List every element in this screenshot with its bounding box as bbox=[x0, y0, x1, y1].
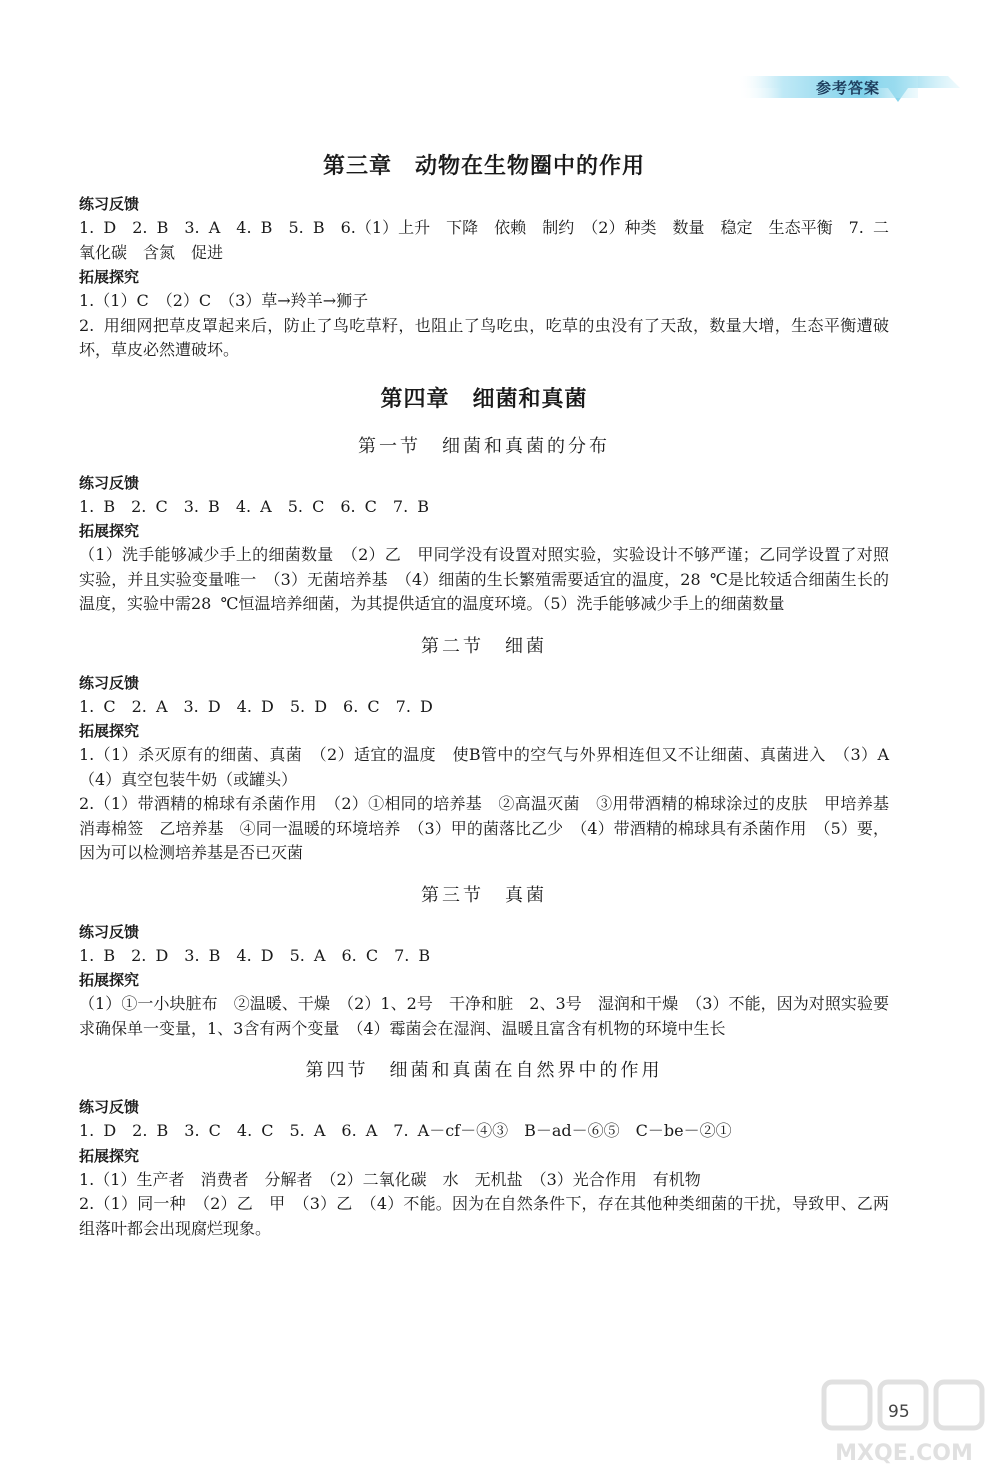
header-tag bbox=[738, 72, 960, 104]
chapter-3-title: 第三章 动物在生物圈中的作用 bbox=[322, 153, 645, 179]
chapter-3-practice-label: 练习反馈 bbox=[79, 195, 140, 213]
page-number: 95 bbox=[888, 1402, 910, 1422]
section-2-explore-answer-1: 1.（1）杀灭原有的细菌、真菌 （2）适宜的温度 使B管中的空气与外界相连但又不让细菌、真菌进入 （3）A （4）真空包装牛奶（或罐头） bbox=[79, 745, 906, 789]
watermark-text: MXQE.COM bbox=[835, 1441, 973, 1466]
section-1-title: 第一节 细菌和真菌的分布 bbox=[358, 435, 610, 457]
header-tag-label: 参考答案 bbox=[816, 79, 881, 97]
section-1-practice-answers: 1. B 2. C 3. B 4. A 5. C 6. C 7. B bbox=[79, 496, 430, 516]
section-2-explore-label: 拓展探究 bbox=[79, 722, 140, 740]
chapter-3-explore-label: 拓展探究 bbox=[79, 268, 140, 286]
section-2-practice-answers: 1. C 2. A 3. D 4. D 5. D 6. C 7. D bbox=[79, 696, 433, 716]
section-1-practice-label: 练习反馈 bbox=[79, 473, 140, 492]
chapter-3-explore-answer-2: 2. 用细网把草皮罩起来后，防止了鸟吃草籽，也阻止了鸟吃虫，吃草的虫没有了天敌，数量大增，生态平衡遭破坏，草皮必然遭破坏。 bbox=[79, 315, 889, 359]
section-4-practice-answers: 1. D 2. B 3. C 4. C 5. A 6. A 7. A－cf－④③ B－ad－⑥⑤ C－be－②① bbox=[79, 1121, 732, 1140]
section-2-explore-answer-2: 2.（1）带酒精的棉球有杀菌作用 （2）①相同的培养基 ②高温灭菌 ③用带酒精的棉球涂过的皮肤 甲培养基 消毒棉签 乙培养基 ④同一温暖的环境培养 （3）甲的菌落比乙少 （4）带酒精的棉球具有杀菌作用 （5）要，因为可以检测培养基是否已灭菌 bbox=[79, 794, 906, 862]
section-3-explore-answer-1: （1）①一小块脏布 ②温暖、干燥 （2）1、2号 干净和脏 2、3号 湿润和干燥 （3）不能，因为对照实验要求确保单一变量，1、3含有两个变量 （4）霉菌会在湿润、温暖且富含有机物的环境中生长 bbox=[79, 994, 889, 1038]
chapter-3-explore-answer-1: 1.（1）C （2）C （3）草→羚羊→狮子 bbox=[79, 291, 369, 310]
section-1-explore-label: 拓展探究 bbox=[79, 522, 140, 540]
section-1-explore-answer-1: （1）洗手能够减少手上的细菌数量 （2）乙 甲同学没有设置对照实验，实验设计不够严谨；乙同学设置了对照实验，并且实验变量唯一 （3）无菌培养基 （4）细菌的生长繁殖需要适宜的温度，28 ℃是比较适合细菌生长的温度，实验中需28 ℃恒温培养细菌，为其提供适宜的温度环境。（5）洗手能够减少手上的细菌数量 bbox=[79, 545, 889, 613]
section-2-practice-label: 练习反馈 bbox=[79, 673, 140, 692]
section-4-explore-answer-1: 1.（1）生产者 消费者 分解者 （2）二氧化碳 水 无机盐 （3）光合作用 有机物 bbox=[79, 1169, 701, 1189]
section-4-practice-label: 练习反馈 bbox=[79, 1098, 140, 1116]
section-3-title: 第三节 真菌 bbox=[421, 884, 547, 906]
watermark-logo-icon bbox=[818, 1378, 990, 1468]
section-4-explore-answer-2: 2.（1）同一种 （2）乙 甲 （3）乙 （4）不能。因为在自然条件下，存在其他种类细菌的干扰，导致甲、乙两组落叶都会出现腐烂现象。 bbox=[79, 1194, 889, 1238]
section-2-title: 第二节 细菌 bbox=[421, 635, 547, 657]
section-4-title: 第四节 细菌和真菌在自然界中的作用 bbox=[305, 1060, 663, 1081]
section-3-explore-label: 拓展探究 bbox=[79, 971, 140, 989]
answer-content bbox=[79, 148, 906, 1241]
chapter-4-title: 第四章 细菌和真菌 bbox=[380, 385, 588, 412]
chapter-3-practice-answers: 1. D 2. B 3. A 4. B 5. B 6.（1）上升 下降 依赖 制约 （2）种类 数量 稳定 生态平衡 7. 二氧化碳 含氮 促进 bbox=[79, 218, 889, 262]
section-3-practice-answers: 1. B 2. D 3. B 4. D 5. A 6. C 7. B bbox=[79, 945, 431, 965]
section-3-practice-label: 练习反馈 bbox=[79, 922, 140, 941]
section-4-explore-label: 拓展探究 bbox=[79, 1146, 140, 1165]
